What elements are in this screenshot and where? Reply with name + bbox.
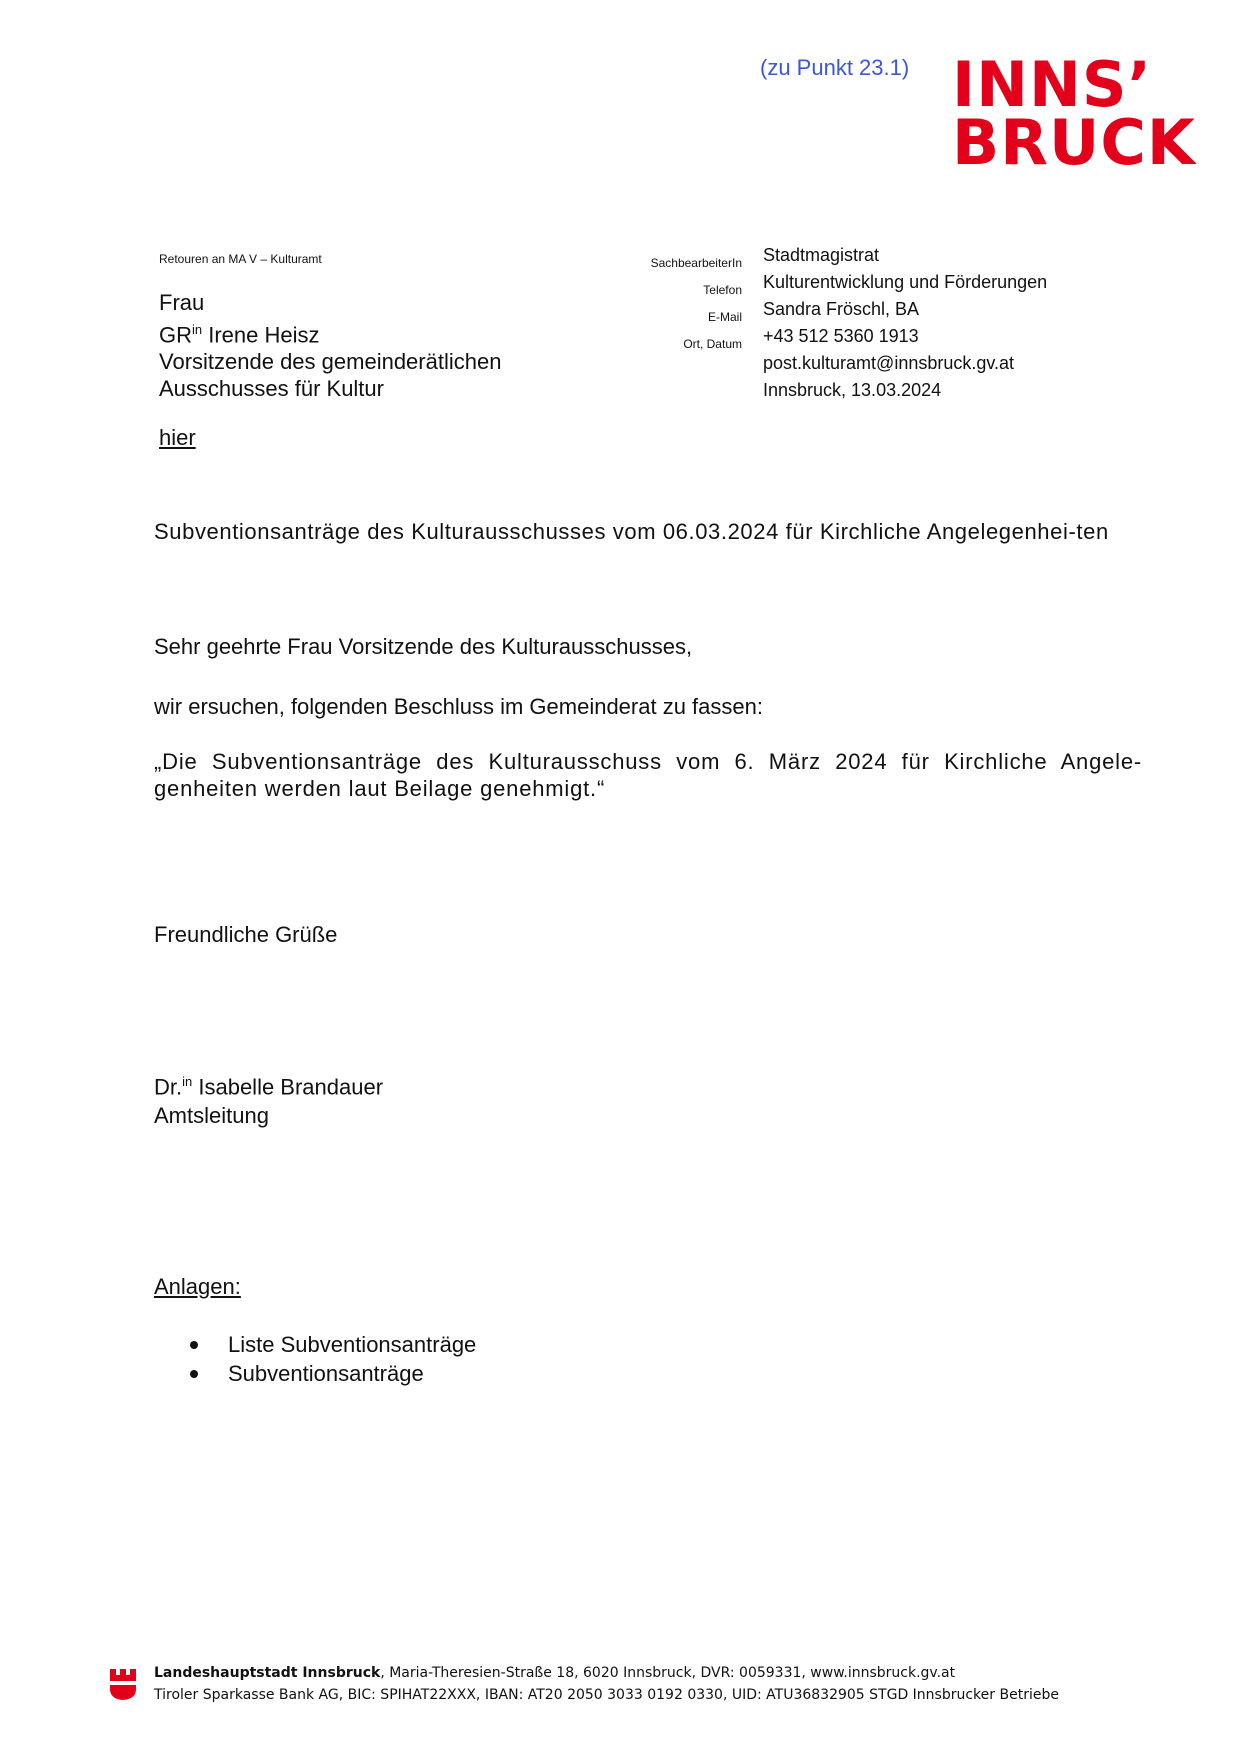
page-footer — [154, 1662, 1059, 1706]
signatory-name: Isabelle Brandauer — [192, 1074, 384, 1100]
footer-city-name: Landeshauptstadt Innsbruck — [154, 1665, 381, 1681]
delivery-note: hier — [159, 425, 196, 450]
recipient-address — [159, 289, 501, 402]
caseworker-value: Sandra Fröschl, BA — [763, 299, 920, 319]
sender-field-labels — [592, 250, 742, 358]
letter-salutation: Sehr geehrte Frau Vorsitzende des Kulturausschusses, — [154, 634, 693, 659]
attachment-label: Subventionsanträge — [228, 1361, 424, 1386]
field-label-place-date: Ort, Datum — [683, 337, 742, 351]
logo-line-1: INNS’ — [952, 48, 1153, 121]
recipient-title: GR — [159, 322, 192, 348]
list-item — [190, 1359, 476, 1388]
attachments-title: Anlagen: — [154, 1274, 241, 1299]
sender-info — [763, 242, 1047, 404]
closing-greeting: Freundliche Grüße — [154, 922, 338, 947]
sender-org: Stadtmagistrat — [763, 245, 880, 265]
recipient-name-line — [159, 316, 501, 348]
recipient-name: Irene Heisz — [202, 322, 320, 348]
recipient-role-1: Vorsitzende des gemeinderätlichen — [159, 349, 502, 375]
sender-department: Kulturentwicklung und Förderungen — [763, 272, 1048, 292]
field-label-caseworker: SachbearbeiterIn — [650, 256, 742, 270]
phone-value: +43 512 5360 1913 — [763, 326, 919, 346]
recipient-salutation: Frau — [159, 290, 205, 315]
footer-line-1 — [154, 1662, 1059, 1684]
resolution-text: „Die Subventionsanträge des Kulturausschuss vom 6. März 2024 für Kirchliche Angele-genheiten werden laut Beilage genehmigt.“ — [154, 749, 1142, 801]
place-date-value: Innsbruck, 13.03.2024 — [763, 380, 942, 400]
bullet-icon — [190, 1370, 198, 1378]
attachments-list — [190, 1330, 476, 1388]
return-address: Retouren an MA V – Kulturamt — [159, 252, 322, 266]
footer-line-2: Tiroler Sparkasse Bank AG, BIC: SPIHAT22XXX, IBAN: AT20 2050 3033 0192 0330, UID: ATU36832905 STGD Innsbrucker Betriebe — [154, 1687, 1059, 1703]
list-item — [190, 1330, 476, 1359]
logo-line-2: BRUCK — [952, 106, 1196, 179]
signatory-name-line — [154, 1067, 383, 1101]
bullet-icon — [190, 1341, 198, 1349]
attachment-label: Liste Subventionsanträge — [228, 1332, 477, 1357]
recipient-title-sup: in — [192, 322, 203, 337]
field-label-phone: Telefon — [703, 283, 742, 297]
email-value: post.kulturamt@innsbruck.gv.at — [763, 353, 1015, 373]
recipient-role-2: Ausschusses für Kultur — [159, 376, 384, 402]
signatory-role: Amtsleitung — [154, 1103, 269, 1129]
signatory-title: Dr. — [154, 1074, 183, 1100]
letter-request: wir ersuchen, folgenden Beschluss im Gemeinderat zu fassen: — [154, 694, 763, 719]
signature-block — [154, 1067, 383, 1130]
field-label-email: E-Mail — [707, 310, 742, 324]
letter-subject: Subventionsanträge des Kulturausschusses vom 06.03.2024 für Kirchliche Angelegenhei-ten — [154, 519, 1109, 544]
city-emblem-icon — [108, 1667, 138, 1701]
footer-address: , Maria-Theresien-Straße 18, 6020 Innsbruck, DVR: 0059331, www.innsbruck.gv.at — [380, 1665, 956, 1681]
agenda-reference: (zu Punkt 23.1) — [760, 55, 910, 80]
innsbruck-logo — [952, 48, 1196, 179]
signatory-title-sup: in — [182, 1074, 193, 1089]
